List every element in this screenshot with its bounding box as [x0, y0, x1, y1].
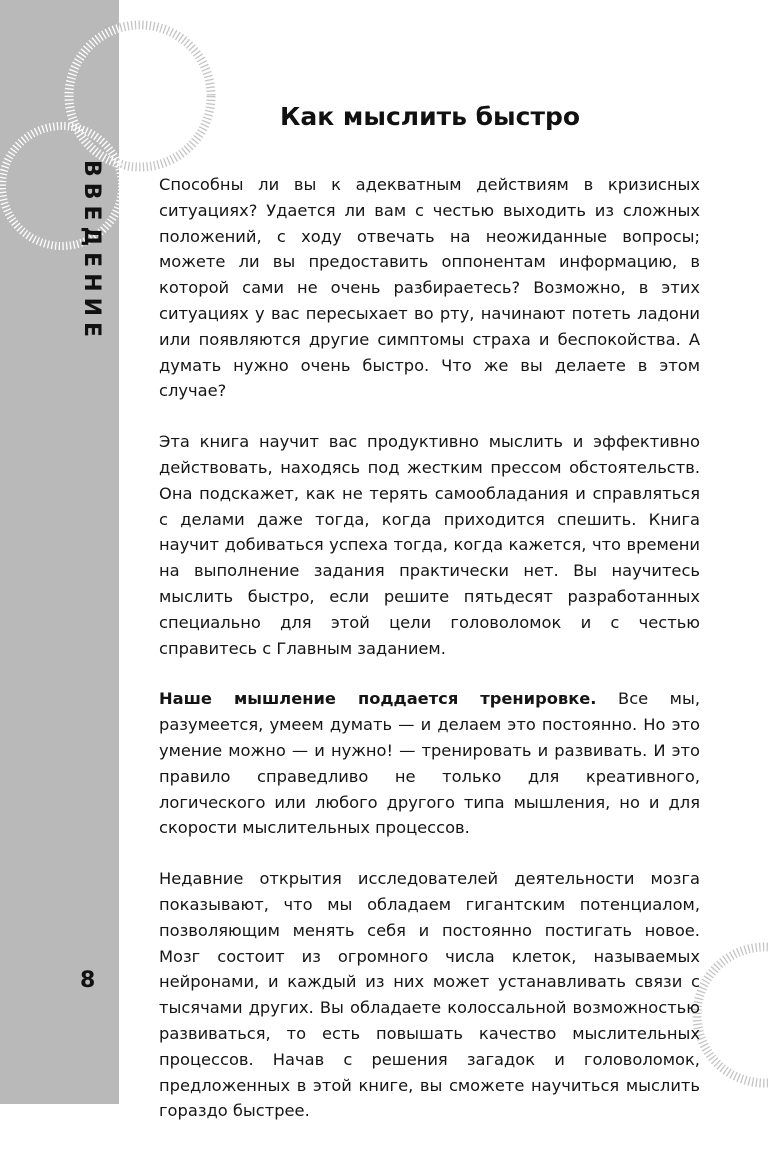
page-number: 8 — [80, 968, 96, 993]
dashed-ring-icon — [690, 940, 768, 1090]
paragraph-text: Способны ли вы к адекватным действиям в кризисных ситуациях? Удается ли вам с честью выходить из сложных положений, с ходу отвечать на неожиданные вопросы; можете ли вы предоставить оппонентам информацию, в которой сами не очень разбираетесь? Возможно, в этих ситуациях у вас пересыхает во рту, начинают потеть ладони или появляются другие симптомы страха и беспокойства. А думать нужно очень быстро. Что же вы делаете в этом случае? — [159, 175, 700, 401]
section-label: ВВЕДЕНИЕ — [79, 160, 104, 344]
paragraph-text: Недавние открытия исследователей деятельности мозга показывают, что мы обладаем гигантским потенциалом, позволяющим менять себя и постоянно постигать новое. Мозг состоит из огромного числа клеток, называемых нейронами, и каждый из них может устанавливать связи с тысячами других. Вы обладаете колоссальной возможностью развиваться, то есть повышать качество мыслительных процессов. Начав с решения загадок и головоломок, предложенных в этой книге, вы сможете научиться мыслить гораздо быстрее. — [159, 869, 700, 1121]
paragraph — [159, 429, 700, 661]
paragraph-text: Все мы, разумеется, умеем думать — и делаем это постоянно. Но это умение можно — и нужно! — тренировать и развивать. И это правило справедливо не только для креативного, логического или любого другого типа мышления, но и для скорости мыслительных процессов. — [159, 689, 700, 838]
page-title: Как мыслить быстро — [279, 102, 581, 131]
paragraph — [159, 686, 700, 841]
paragraph-text: Эта книга научит вас продуктивно мыслить и эффективно действовать, находясь под жестким прессом обстоятельств. Она подскажет, как не терять самообладания и справляться с делами даже тогда, когда приходится спешить. Книга научит добиваться успеха тогда, когда кажется, что времени на выполнение задания практически нет. Вы научитесь мыслить быстро, если решите пятьдесят разработанных специально для этой цели головоломок и с честью справитесь с Главным заданием. — [159, 432, 700, 658]
paragraph — [159, 172, 700, 404]
paragraph — [159, 866, 700, 1124]
article-body — [159, 172, 700, 1149]
paragraph-lead: Наше мышление поддается тренировке. — [159, 689, 597, 709]
